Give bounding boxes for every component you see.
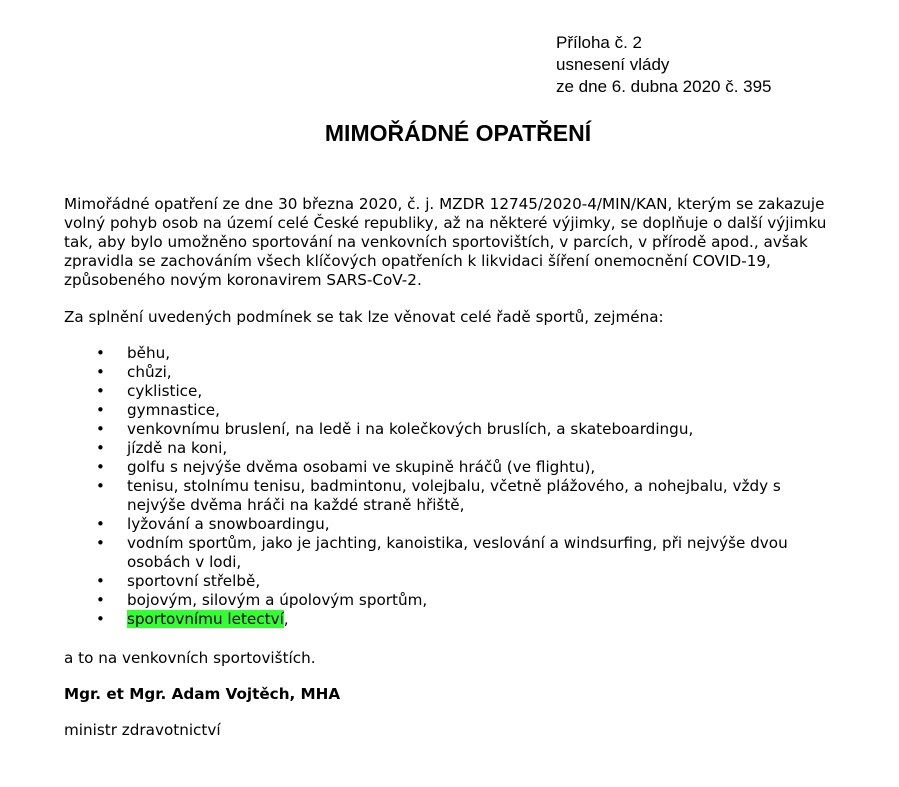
intro-paragraph bbox=[64, 195, 864, 290]
bullet-icon: • bbox=[96, 572, 105, 590]
list-item bbox=[0, 401, 788, 420]
list-item-text: běhu, bbox=[127, 344, 171, 362]
list-item-text: gymnastice, bbox=[127, 401, 220, 419]
attachment-number: Příloha č. 2 bbox=[556, 33, 642, 52]
list-item bbox=[0, 382, 788, 401]
list-item-suffix: , bbox=[283, 610, 289, 628]
list-item bbox=[0, 610, 788, 629]
list-item bbox=[0, 420, 788, 439]
list-item bbox=[0, 363, 788, 382]
intro-line: volný pohyb osob na území celé České republiky, až na některé výjimky, se doplňuje o další výjimku bbox=[64, 214, 827, 232]
intro-line: způsobeného novým koronavirem SARS-CoV-2. bbox=[64, 271, 422, 289]
bullet-icon: • bbox=[96, 344, 105, 362]
list-item-text: cyklistice, bbox=[127, 382, 203, 400]
bullet-icon: • bbox=[96, 515, 105, 533]
list-item-text: chůzi, bbox=[127, 363, 172, 381]
bullet-icon: • bbox=[96, 420, 105, 438]
sports-list bbox=[0, 344, 788, 629]
list-item-text: bojovým, silovým a úpolovým sportům, bbox=[127, 591, 428, 609]
bullet-icon: • bbox=[96, 534, 105, 552]
list-item-text: venkovnímu bruslení, na ledě i na kolečkových bruslích, a skateboardingu, bbox=[127, 420, 694, 438]
intro-line: Mimořádné opatření ze dne 30 března 2020, č. j. MZDR 12745/2020-4/MIN/KAN, kterým se zakazuje bbox=[64, 195, 825, 213]
intro-line: zpravidla se zachováním všech klíčových opatřeních k likvidaci šíření onemocnění COVID-19, bbox=[64, 252, 771, 270]
bullet-icon: • bbox=[96, 439, 105, 457]
list-item-text: sportovní střelbě, bbox=[127, 572, 261, 590]
list-item bbox=[0, 439, 788, 458]
list-item-text: jízdě na koni, bbox=[127, 439, 228, 457]
bullet-icon: • bbox=[96, 363, 105, 381]
list-item bbox=[0, 458, 788, 477]
intro-line: tak, aby bylo umožněno sportování na venkovních sportovištích, v parcích, v přírodě apod., avšak bbox=[64, 233, 808, 251]
list-item-text: lyžování a snowboardingu, bbox=[127, 515, 330, 533]
list-item bbox=[0, 344, 788, 363]
list-item bbox=[0, 591, 788, 610]
closing-paragraph: a to na venkovních sportovištích. bbox=[64, 649, 316, 667]
list-item bbox=[0, 572, 788, 591]
list-item-text: tenisu, stolnímu tenisu, badmintonu, volejbalu, včetně plážového, a nohejbalu, vždy s bbox=[127, 477, 781, 495]
signatory-role: ministr zdravotnictví bbox=[64, 721, 221, 739]
bullet-icon: • bbox=[96, 610, 105, 628]
lead-paragraph: Za splnění uvedených podmínek se tak lze věnovat celé řadě sportů, zejména: bbox=[64, 308, 664, 326]
list-item-text: vodním sportům, jako je jachting, kanoistika, veslování a windsurfing, při nejvýše dvou bbox=[127, 534, 788, 552]
signatory-name: Mgr. et Mgr. Adam Vojtěch, MHA bbox=[64, 685, 341, 703]
list-item-text-continued: nejvýše dvěma hráči na každé straně hřiště, bbox=[127, 496, 465, 514]
document-title: MIMOŘÁDNÉ OPATŘENÍ bbox=[324, 120, 592, 146]
list-item bbox=[0, 477, 788, 515]
list-item-text: golfu s nejvýše dvěma osobami ve skupině hráčů (ve flightu), bbox=[127, 458, 596, 476]
bullet-icon: • bbox=[96, 458, 105, 476]
attachment-date: ze dne 6. dubna 2020 č. 395 bbox=[556, 77, 772, 96]
attachment-resolution: usnesení vlády bbox=[556, 55, 670, 74]
highlighted-text: sportovnímu letectví bbox=[127, 610, 284, 628]
list-item-text bbox=[127, 610, 788, 629]
list-item bbox=[0, 515, 788, 534]
bullet-icon: • bbox=[96, 591, 105, 609]
attachment-note bbox=[556, 32, 772, 98]
bullet-icon: • bbox=[96, 382, 105, 400]
bullet-icon: • bbox=[96, 477, 105, 495]
list-item-text-continued: osobách v lodi, bbox=[127, 553, 242, 571]
bullet-icon: • bbox=[96, 401, 105, 419]
list-item bbox=[0, 534, 788, 572]
